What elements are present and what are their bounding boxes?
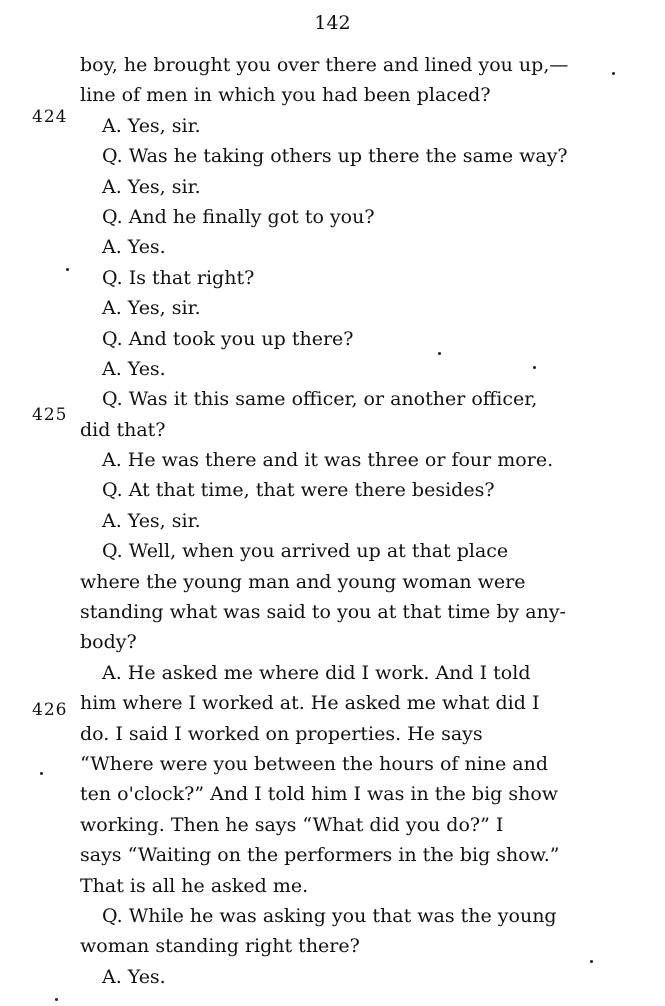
question-line: Q. Is that right? <box>102 266 255 289</box>
text-line: body? <box>80 631 137 654</box>
margin-number: 426 <box>32 700 68 720</box>
testimony-text <box>80 50 625 992</box>
answer-line: A. He asked me where did I work. And I told <box>102 661 531 684</box>
answer-line: A. Yes. <box>102 236 166 259</box>
page-number: 142 <box>314 12 351 34</box>
scan-speck <box>66 268 69 271</box>
scan-speck <box>438 352 441 355</box>
text-line: boy, he brought you over there and lined you up,— <box>80 54 569 76</box>
text-line: line of men in which you had been placed? <box>80 84 491 107</box>
answer-line: A. Yes. <box>102 357 166 380</box>
text-line: says “Waiting on the performers in the big show.” <box>80 844 560 867</box>
question-line: Q. And he finally got to you? <box>102 205 375 228</box>
scan-speck <box>55 998 58 1001</box>
scan-speck <box>590 960 593 963</box>
question-line: Q. And took you up there? <box>102 327 354 350</box>
scan-speck <box>533 366 536 369</box>
text-line: That is all he asked me. <box>80 874 309 897</box>
answer-line: A. Yes, sir. <box>102 175 201 198</box>
text-line: where the young man and young woman were <box>80 570 526 593</box>
answer-line: A. Yes, sir. <box>102 297 201 320</box>
question-line: Q. Was it this same officer, or another officer, <box>102 388 538 411</box>
answer-line: A. He was there and it was three or four more. <box>102 449 554 472</box>
question-line: Q. Was he taking others up there the same way? <box>102 145 568 168</box>
scan-speck <box>612 72 615 75</box>
text-line: “Where were you between the hours of nine and <box>80 752 549 775</box>
answer-line: A. Yes, sir. <box>102 509 201 532</box>
text-line: woman standing right there? <box>80 935 360 958</box>
text-line: ten o'clock?” And I told him I was in the big show <box>80 783 559 806</box>
margin-number: 425 <box>32 405 68 425</box>
text-line: do. I said I worked on properties. He says <box>80 722 483 745</box>
answer-line: A. Yes. <box>102 965 166 988</box>
question-line: Q. Well, when you arrived up at that place <box>102 540 509 563</box>
text-line: did that? <box>80 418 166 441</box>
text-line: him where I worked at. He asked me what did I <box>80 692 540 715</box>
scan-speck <box>40 772 43 775</box>
margin-number: 424 <box>32 107 68 127</box>
question-line: Q. While he was asking you that was the young <box>102 904 557 927</box>
text-line: working. Then he says “What did you do?” I <box>80 813 504 836</box>
text-line: standing what was said to you at that time by any- <box>80 601 566 624</box>
question-line: Q. At that time, that were there besides? <box>102 479 495 502</box>
answer-line: A. Yes, sir. <box>102 114 201 137</box>
